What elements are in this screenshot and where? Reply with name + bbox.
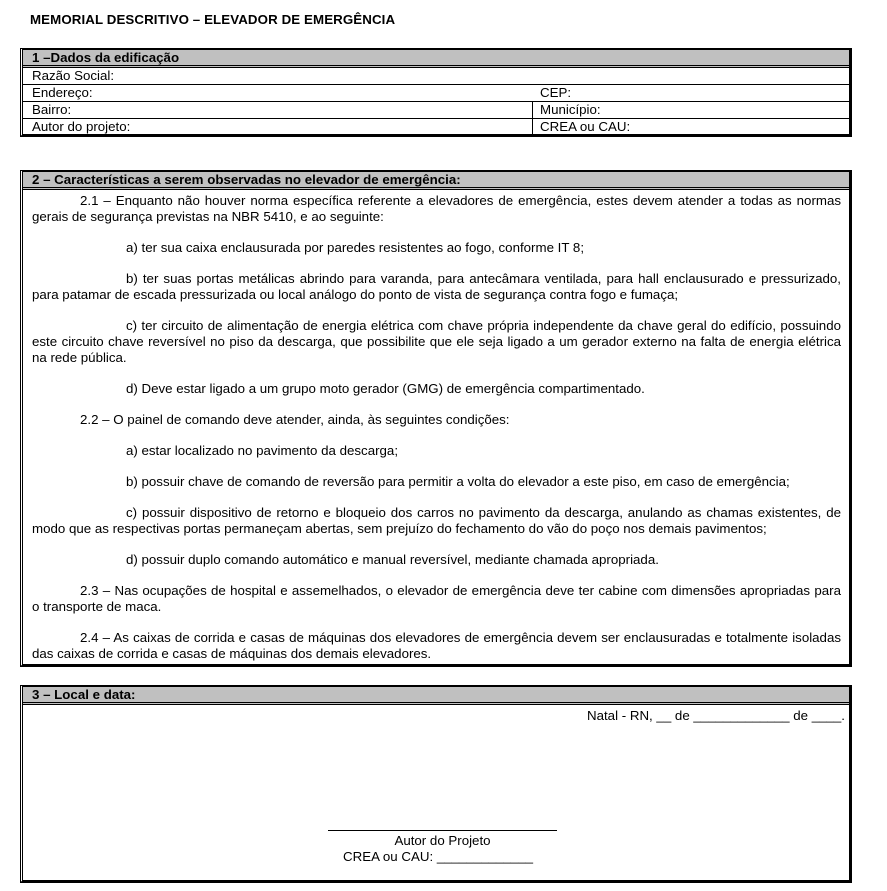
section-building-data — [20, 48, 852, 137]
field-label-crea-cau: CREA ou CAU: — [540, 119, 631, 134]
field-label-company-name: Razão Social: — [32, 68, 115, 83]
section-header: 3 – Local e data: — [23, 687, 849, 705]
paragraph: b) ter suas portas metálicas abrindo para varanda, para antecâmara ventilada, para hall enclausurado e pressurizado, para patamar de escada pressurizada ou local análogo do ponto de vista de segurança contra fogo e fumaça; — [32, 271, 841, 302]
signature-label: Autor do Projeto — [394, 833, 491, 848]
paragraph: c) possuir dispositivo de retorno e bloqueio dos carros no pavimento da descarga, anulando as chamas existentes, de modo que as respectivas portas permaneçam abertas, sem prejuízo do fechamento do vão do poço nos demais pavimentos; — [32, 505, 841, 536]
paragraph: a) estar localizado no pavimento da descarga; — [126, 443, 399, 458]
paragraph: 2.2 – O painel de comando deve atender, ainda, às seguintes condições: — [80, 412, 510, 427]
paragraph: d) Deve estar ligado a um grupo moto gerador (GMG) de emergência compartimentado. — [126, 381, 645, 396]
field-label-cep: CEP: — [540, 85, 572, 100]
field-label-project-author: Autor do projeto: — [32, 119, 131, 134]
paragraph: 2.1 – Enquanto não houver norma específica referente a elevadores de emergência, estes devem atender a todas as normas gerais de segurança previstas na NBR 5410, e ao seguinte: — [32, 193, 841, 224]
field-label-district: Bairro: — [32, 102, 72, 117]
section-body — [23, 190, 849, 662]
field-label-address: Endereço: — [32, 85, 93, 100]
paragraph: 2.3 – Nas ocupações de hospital e assemelhados, o elevador de emergência deve ter cabine com dimensões apropriadas para o transporte de maca. — [32, 583, 841, 614]
section-header: 1 –Dados da edificação — [23, 50, 849, 68]
paragraph: a) ter sua caixa enclausurada por paredes resistentes ao fogo, conforme IT 8; — [126, 240, 585, 255]
column-divider — [532, 102, 533, 118]
paragraph: d) possuir duplo comando automático e manual reversível, mediante chamada apropriada. — [126, 552, 659, 567]
signature-crea-line: CREA ou CAU: _____________ — [343, 849, 533, 864]
document-title: MEMORIAL DESCRITIVO – ELEVADOR DE EMERGÊNCIA — [30, 12, 396, 27]
column-divider — [532, 119, 533, 135]
location-date-line: Natal - RN, __ de _____________ de ____. — [586, 708, 845, 723]
table-row-company-name — [23, 68, 849, 85]
section-place-date — [20, 685, 852, 883]
table-row-author — [23, 119, 849, 135]
section-header: 2 – Características a serem observadas no elevador de emergência: — [23, 172, 849, 190]
signature-line — [328, 830, 557, 831]
field-label-municipality: Município: — [540, 102, 601, 117]
paragraph: b) possuir chave de comando de reversão para permitir a volta do elevador a este piso, em caso de emergência; — [126, 474, 790, 489]
table-row-address — [23, 85, 849, 102]
paragraph: 2.4 – As caixas de corrida e casas de máquinas dos elevadores de emergência devem ser enclausuradas e totalmente isoladas das caixas de corrida e casas de máquinas dos demais elevadores. — [32, 630, 841, 661]
table-row-district — [23, 102, 849, 119]
paragraph: c) ter circuito de alimentação de energia elétrica com chave própria independente da chave geral do edifício, possuindo este circuito chave reversível no piso da descarga, que possibilite que ele seja ligado a um gerador externo na falta de energia elétrica na rede pública. — [32, 318, 841, 365]
section-elevator-characteristics — [20, 170, 852, 667]
